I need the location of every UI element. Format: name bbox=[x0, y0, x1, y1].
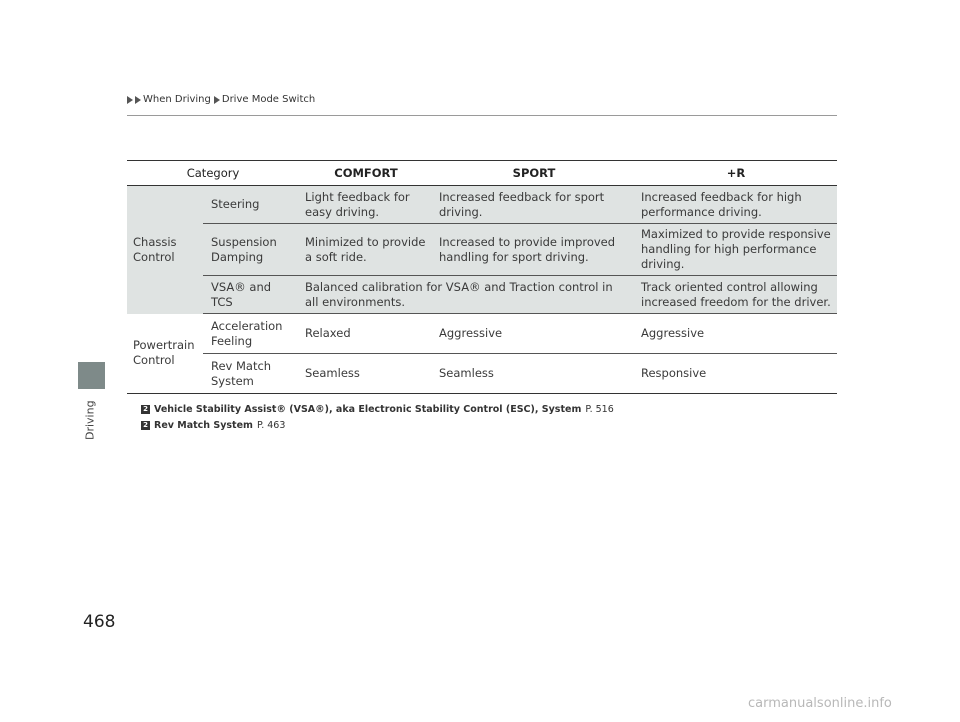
table-row bbox=[127, 314, 837, 354]
cell-comfort: Relaxed bbox=[299, 314, 433, 354]
breadcrumb bbox=[127, 94, 318, 105]
breadcrumb-item[interactable]: When Driving bbox=[143, 94, 211, 105]
reference-page[interactable]: P. 463 bbox=[256, 420, 286, 431]
breadcrumb-arrow-icon bbox=[135, 96, 141, 104]
drive-mode-table bbox=[127, 160, 837, 394]
table-row bbox=[127, 224, 837, 276]
header-category: Category bbox=[127, 161, 299, 186]
cell-comfort: Seamless bbox=[299, 354, 433, 394]
cell-sport: Seamless bbox=[433, 354, 635, 394]
header-comfort: COMFORT bbox=[299, 161, 433, 186]
cell-sport: Increased to provide improved handling for sport driving. bbox=[433, 224, 635, 276]
watermark: carmanualsonline.info bbox=[748, 696, 892, 711]
row-label: Rev Match System bbox=[203, 354, 299, 394]
row-label: VSA® and TCS bbox=[203, 276, 299, 314]
breadcrumb-arrow-icon bbox=[127, 96, 133, 104]
row-label: Suspension Damping bbox=[203, 224, 299, 276]
group-label: Powertrain Control bbox=[133, 338, 195, 368]
table-row bbox=[127, 186, 837, 224]
group-label: Chassis Control bbox=[133, 234, 177, 264]
cell-plus-r: Increased feedback for high performance driving. bbox=[635, 186, 837, 224]
reference-arrow-icon: 2 bbox=[141, 421, 150, 430]
cell-comfort: Minimized to provide a soft ride. bbox=[299, 224, 433, 276]
cell-comfort: Light feedback for easy driving. bbox=[299, 186, 433, 224]
header-plus-r: +R bbox=[635, 161, 837, 186]
group-chassis-control bbox=[127, 186, 203, 314]
cell-plus-r: Responsive bbox=[635, 354, 837, 394]
cell-comfort-sport: Balanced calibration for VSA® and Traction control in all environments. bbox=[299, 276, 635, 314]
table-header-row bbox=[127, 161, 837, 186]
reference-title[interactable]: Rev Match System bbox=[154, 420, 253, 431]
row-label: Steering bbox=[203, 186, 299, 224]
cell-sport: Increased feedback for sport driving. bbox=[433, 186, 635, 224]
group-powertrain-control bbox=[127, 314, 203, 394]
table-row bbox=[127, 276, 837, 314]
reference-arrow-icon: 2 bbox=[141, 405, 150, 414]
header-divider bbox=[127, 115, 837, 116]
page-number: 468 bbox=[83, 612, 116, 632]
header-sport: SPORT bbox=[433, 161, 635, 186]
breadcrumb-item[interactable]: Drive Mode Switch bbox=[221, 94, 316, 105]
chapter-tab bbox=[78, 362, 105, 389]
chapter-label: Driving bbox=[83, 400, 97, 440]
cell-plus-r: Track oriented control allowing increased freedom for the driver. bbox=[635, 276, 837, 314]
cell-sport: Aggressive bbox=[433, 314, 635, 354]
row-label: Acceleration Feeling bbox=[203, 314, 299, 354]
breadcrumb-arrow-icon bbox=[214, 96, 220, 104]
reference-page[interactable]: P. 516 bbox=[585, 404, 614, 415]
reference-title[interactable]: Vehicle Stability Assist® (VSA®), aka Electronic Stability Control (ESC), System bbox=[154, 404, 582, 415]
cell-plus-r: Aggressive bbox=[635, 314, 837, 354]
cross-references bbox=[141, 404, 614, 436]
cross-reference-vsa[interactable] bbox=[141, 404, 614, 415]
cross-reference-rev-match[interactable] bbox=[141, 420, 614, 431]
table-row bbox=[127, 354, 837, 394]
cell-plus-r: Maximized to provide responsive handling for high performance driving. bbox=[635, 224, 837, 276]
